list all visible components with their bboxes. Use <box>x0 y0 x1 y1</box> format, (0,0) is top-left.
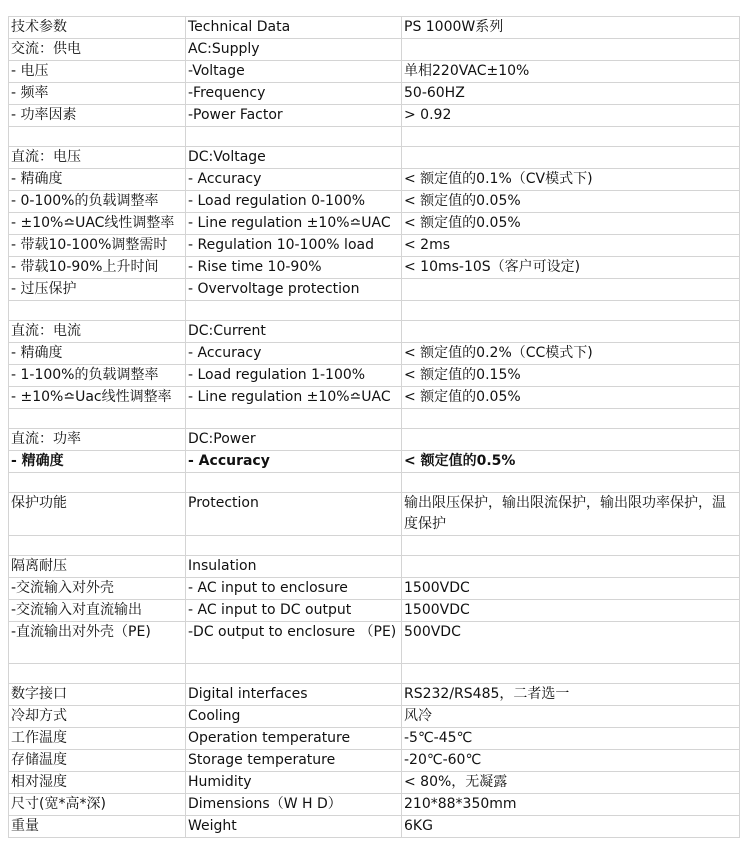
table-row <box>9 147 740 169</box>
empty-cell <box>402 473 740 493</box>
cn-label-cell: -交流输入对直流输出 <box>9 600 186 622</box>
en-label-cell: DC:Power <box>186 429 402 451</box>
value-cell: < 2ms <box>402 235 740 257</box>
table-row <box>9 235 740 257</box>
table-row <box>9 83 740 105</box>
empty-cell <box>9 664 186 684</box>
table-row <box>9 169 740 191</box>
table-row <box>9 772 740 794</box>
value-cell: < 额定值的0.15% <box>402 365 740 387</box>
cn-label-cell: 工作温度 <box>9 728 186 750</box>
en-label-cell: AC:Supply <box>186 39 402 61</box>
en-label-cell: -DC output to enclosure （PE) <box>186 622 402 664</box>
cn-label-cell: - 带载10-90%上升时间 <box>9 257 186 279</box>
empty-cell <box>9 536 186 556</box>
en-label-cell: Weight <box>186 816 402 838</box>
table-row <box>9 622 740 664</box>
spacer-row <box>9 127 740 147</box>
cn-label-cell: - 精确度 <box>9 169 186 191</box>
empty-cell <box>186 473 402 493</box>
table-row <box>9 750 740 772</box>
table-row <box>9 39 740 61</box>
en-label-cell: Insulation <box>186 556 402 578</box>
table-row <box>9 321 740 343</box>
value-cell <box>402 429 740 451</box>
table-row <box>9 429 740 451</box>
table-row <box>9 191 740 213</box>
cn-label-cell: - 1-100%的负载调整率 <box>9 365 186 387</box>
value-cell: 输出限压保护，输出限流保护，输出限功率保护，温度保护 <box>402 493 740 536</box>
empty-cell <box>186 664 402 684</box>
table-row <box>9 343 740 365</box>
en-label-cell: DC:Voltage <box>186 147 402 169</box>
en-label-cell: -Power Factor <box>186 105 402 127</box>
en-label-cell: - Rise time 10-90% <box>186 257 402 279</box>
en-label-cell: - Accuracy <box>186 343 402 365</box>
table-row <box>9 728 740 750</box>
en-label-cell: Operation temperature <box>186 728 402 750</box>
empty-cell <box>402 409 740 429</box>
value-cell <box>402 556 740 578</box>
value-cell <box>402 321 740 343</box>
en-label-cell: Dimensions（W H D） <box>186 794 402 816</box>
value-cell: < 额定值的0.1%（CV模式下) <box>402 169 740 191</box>
spacer-row <box>9 664 740 684</box>
value-cell: < 80%，无凝露 <box>402 772 740 794</box>
en-label-cell: Technical Data <box>186 17 402 39</box>
value-cell <box>402 279 740 301</box>
cn-label-cell: 相对湿度 <box>9 772 186 794</box>
value-cell: < 额定值的0.05% <box>402 191 740 213</box>
table-row <box>9 17 740 39</box>
empty-cell <box>9 473 186 493</box>
empty-cell <box>9 301 186 321</box>
spec-table <box>8 16 740 838</box>
cn-label-cell: - 精确度 <box>9 451 186 473</box>
en-label-cell: -Frequency <box>186 83 402 105</box>
en-label-cell: DC:Current <box>186 321 402 343</box>
table-row <box>9 105 740 127</box>
value-cell: 6KG <box>402 816 740 838</box>
table-row <box>9 600 740 622</box>
en-label-cell: - Line regulation ±10%≏UAC <box>186 213 402 235</box>
en-label-cell: - Load regulation 1-100% <box>186 365 402 387</box>
cn-label-cell: -交流输入对外壳 <box>9 578 186 600</box>
cn-label-cell: - 频率 <box>9 83 186 105</box>
cn-label-cell: - 精确度 <box>9 343 186 365</box>
en-label-cell: Digital interfaces <box>186 684 402 706</box>
value-cell <box>402 39 740 61</box>
value-cell: < 额定值的0.05% <box>402 387 740 409</box>
en-label-cell: - Load regulation 0-100% <box>186 191 402 213</box>
cn-label-cell: 直流：功率 <box>9 429 186 451</box>
value-cell: 500VDC <box>402 622 740 664</box>
table-row <box>9 451 740 473</box>
table-row <box>9 279 740 301</box>
value-cell: 1500VDC <box>402 600 740 622</box>
table-row <box>9 61 740 83</box>
cn-label-cell: 直流：电压 <box>9 147 186 169</box>
cn-label-cell: 保护功能 <box>9 493 186 536</box>
en-label-cell: - Line regulation ±10%≏UAC <box>186 387 402 409</box>
empty-cell <box>9 409 186 429</box>
table-row <box>9 556 740 578</box>
value-cell: < 10ms-10S（客户可设定) <box>402 257 740 279</box>
value-cell: 1500VDC <box>402 578 740 600</box>
spacer-row <box>9 301 740 321</box>
spacer-row <box>9 409 740 429</box>
cn-label-cell: 尺寸(宽*高*深) <box>9 794 186 816</box>
value-cell: < 额定值的0.05% <box>402 213 740 235</box>
empty-cell <box>402 664 740 684</box>
cn-label-cell: - 电压 <box>9 61 186 83</box>
value-cell: < 额定值的0.2%（CC模式下) <box>402 343 740 365</box>
value-cell: 210*88*350mm <box>402 794 740 816</box>
empty-cell <box>186 409 402 429</box>
spacer-row <box>9 473 740 493</box>
en-label-cell: - AC input to DC output <box>186 600 402 622</box>
table-row <box>9 493 740 536</box>
table-row <box>9 387 740 409</box>
value-cell: 风冷 <box>402 706 740 728</box>
value-cell: PS 1000W系列 <box>402 17 740 39</box>
en-label-cell: - Accuracy <box>186 451 402 473</box>
cn-label-cell: - ±10%≏Uac线性调整率 <box>9 387 186 409</box>
cn-label-cell: 交流：供电 <box>9 39 186 61</box>
cn-label-cell: 技术参数 <box>9 17 186 39</box>
empty-cell <box>9 127 186 147</box>
value-cell: -20℃-60℃ <box>402 750 740 772</box>
cn-label-cell: 数字接口 <box>9 684 186 706</box>
en-label-cell: - AC input to enclosure <box>186 578 402 600</box>
cn-label-cell: 隔离耐压 <box>9 556 186 578</box>
table-row <box>9 794 740 816</box>
table-row <box>9 365 740 387</box>
empty-cell <box>402 536 740 556</box>
en-label-cell: Protection <box>186 493 402 536</box>
cn-label-cell: 重量 <box>9 816 186 838</box>
cn-label-cell: - ±10%≏UAC线性调整率 <box>9 213 186 235</box>
spec-table-body <box>9 17 740 838</box>
cn-label-cell: -直流输出对外壳（PE) <box>9 622 186 664</box>
cn-label-cell: - 带载10-100%调整需时 <box>9 235 186 257</box>
en-label-cell: Humidity <box>186 772 402 794</box>
en-label-cell: - Accuracy <box>186 169 402 191</box>
spacer-row <box>9 536 740 556</box>
empty-cell <box>186 301 402 321</box>
empty-cell <box>186 127 402 147</box>
en-label-cell: -Voltage <box>186 61 402 83</box>
cn-label-cell: 直流：电流 <box>9 321 186 343</box>
empty-cell <box>186 536 402 556</box>
value-cell <box>402 147 740 169</box>
table-row <box>9 684 740 706</box>
en-label-cell: - Regulation 10-100% load <box>186 235 402 257</box>
value-cell: 50-60HZ <box>402 83 740 105</box>
cn-label-cell: 冷却方式 <box>9 706 186 728</box>
value-cell: < 额定值的0.5% <box>402 451 740 473</box>
cn-label-cell: - 过压保护 <box>9 279 186 301</box>
table-row <box>9 213 740 235</box>
cn-label-cell: 存储温度 <box>9 750 186 772</box>
empty-cell <box>402 127 740 147</box>
cn-label-cell: - 功率因素 <box>9 105 186 127</box>
value-cell: 单相220VAC±10% <box>402 61 740 83</box>
table-row <box>9 816 740 838</box>
table-row <box>9 706 740 728</box>
table-row <box>9 257 740 279</box>
value-cell: > 0.92 <box>402 105 740 127</box>
en-label-cell: Cooling <box>186 706 402 728</box>
value-cell: RS232/RS485，二者选一 <box>402 684 740 706</box>
empty-cell <box>402 301 740 321</box>
en-label-cell: - Overvoltage protection <box>186 279 402 301</box>
table-row <box>9 578 740 600</box>
cn-label-cell: - 0-100%的负载调整率 <box>9 191 186 213</box>
en-label-cell: Storage temperature <box>186 750 402 772</box>
value-cell: -5℃-45℃ <box>402 728 740 750</box>
